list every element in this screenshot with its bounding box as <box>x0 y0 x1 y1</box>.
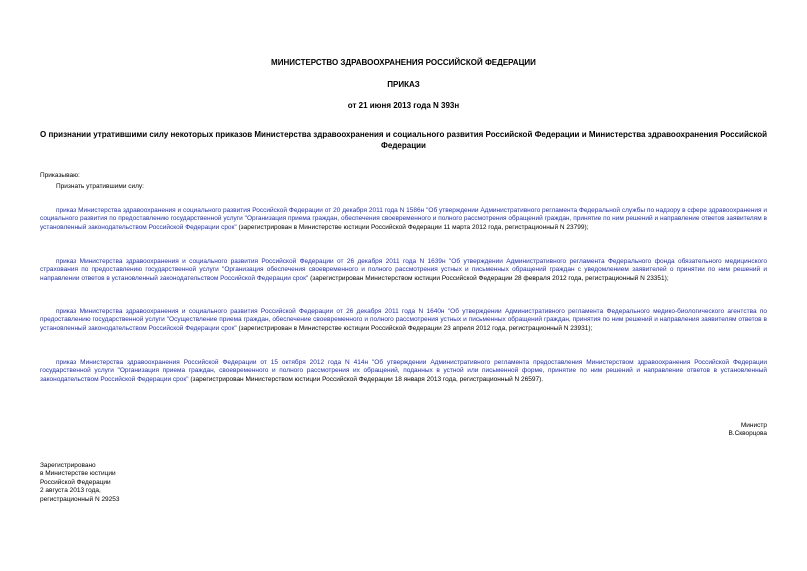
signature-position: Министр <box>740 422 767 429</box>
signature-name: В.Скворцова <box>728 430 767 438</box>
signature-block <box>728 422 767 439</box>
document-date-number: от 21 июня 2013 года N 393н <box>347 101 460 110</box>
order-link-2[interactable]: приказ Министерства здравоохранения и социального развития Российской Федерации от 26 декабря 2011 года N 1639н "Об утверждении Административного регламента Федерального фонда обязательного медицинского страхования по предоставлению государственной услуги "Организация обеспечения своевременного и полного рассмотрения устных и письменных обращений граждан с уведомлением заявителей о принятии по ним решений и направлении ответов в установленный законодательством Российской Федерации срок" <box>40 258 767 282</box>
document-type: ПРИКАЗ <box>387 80 420 89</box>
order-word: Приказываю: <box>40 172 80 179</box>
document-title: О признании утратившими силу некоторых приказов Министерства здравоохранения и социального развития Российской Федерации и Министерства здравоохранения Российской Федерации <box>40 130 768 150</box>
order-link-4[interactable]: приказ Министерства здравоохранения Российской Федерации от 15 октября 2012 года N 414н "Об утверждении Административного регламента предоставления Министерством здравоохранения Российской Федерации государственной услуги "Организация приема граждан, своевременного и полного рассмотрения их обращений, поданных в устной или письменной форме, принятие по ним решений и направление ответов в установленный законодательством Российской Федерации срок" <box>40 359 767 383</box>
order-registration-4: (зарегистрирован Министерством юстиции Российской Федерации 18 января 2013 года, регистрационный N 26597). <box>188 375 544 383</box>
ministry-heading: МИНИСТЕРСТВО ЗДРАВООХРАНЕНИЯ РОССИЙСКОЙ ФЕДЕРАЦИИ <box>271 58 536 67</box>
repealed-order-item-4 <box>40 359 767 384</box>
registration-line: регистрационный N 29253 <box>40 495 120 503</box>
recognize-invalid-line: Признать утратившими силу: <box>56 183 144 190</box>
order-link-3[interactable]: приказ Министерства здравоохранения и социального развития Российской Федерации от 26 декабря 2011 года N 1640н "Об утверждении Административного регламента Федерального медико-биологического агентства по предоставлению государственной услуги "Осуществление приема граждан, обеспечение своевременного и полного рассмотрения устных и письменных обращений граждан, принятия по ним решений и направления заявителям ответов в установленный законодательством Российской Федерации срок" <box>40 308 767 332</box>
order-link-1[interactable]: приказ Министерства здравоохранения и социального развития Российской Федерации от 20 декабря 2011 года N 1586н "Об утверждении Административного регламента Федеральной службы по надзору в сфере здравоохранения и социального развития по предоставлению государственной услуги "Организация приема граждан, обеспечения своевременного и полного рассмотрения обращений граждан, принятие по ним решений и направление ответов заявителям в установленный законодательством Российской Федерации срок" <box>40 207 767 231</box>
registration-line: в Министерстве юстиции <box>40 470 116 478</box>
registration-line: Зарегистрировано <box>40 462 96 469</box>
repealed-order-item-3 <box>40 308 767 333</box>
order-registration-1: (зарегистрирован в Министерстве юстиции Российской Федерации 11 марта 2012 года, регистрационный N 23799); <box>236 223 589 231</box>
repealed-order-item-1 <box>40 207 767 232</box>
repealed-order-item-2 <box>40 258 767 283</box>
registration-block <box>40 462 120 504</box>
order-registration-3: (зарегистрирован в Министерстве юстиции Российской Федерации 23 апреля 2012 года, регистрационный N 23931); <box>236 324 593 332</box>
registration-line: Российской Федерации <box>40 478 111 486</box>
registration-line: 2 августа 2013 года, <box>40 487 101 495</box>
order-registration-2: (зарегистрирован Министерством юстиции Российской Федерации 28 февраля 2012 года, регистрационный N 23351); <box>308 274 669 282</box>
